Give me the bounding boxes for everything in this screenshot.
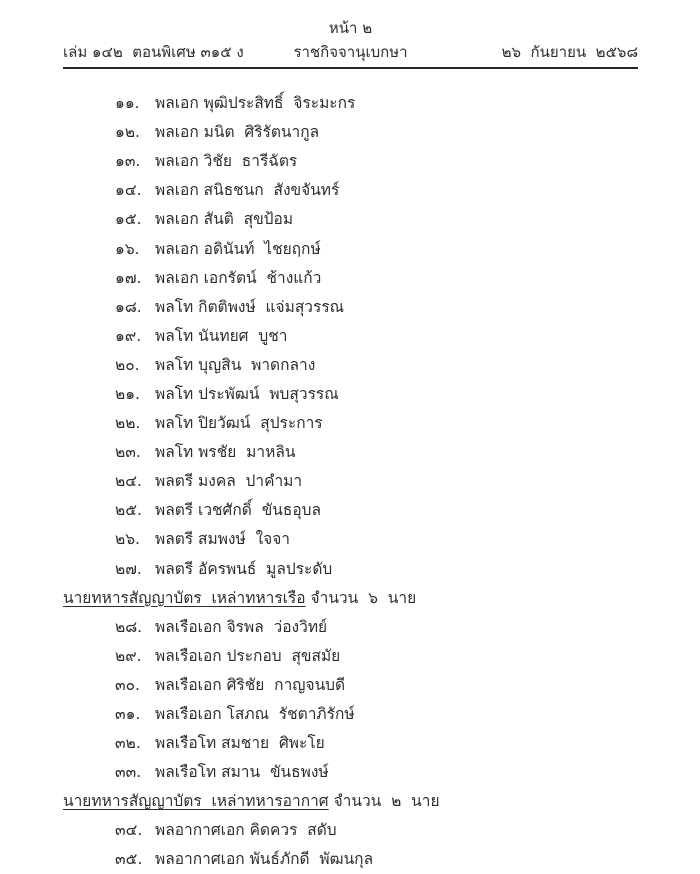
item-name: พลเอก วิชัย ธารีฉัตร — [155, 152, 298, 171]
item-name: พลอากาศเอก คิดควร สดับ — [155, 821, 337, 840]
list-item — [63, 350, 638, 379]
item-number: ๑๑. — [115, 94, 140, 113]
list-item — [63, 175, 638, 204]
list-item — [63, 844, 638, 873]
item-name: พลตรี มงคล ปาคำมา — [155, 472, 303, 491]
item-number: ๓๓. — [115, 763, 142, 782]
list-item — [63, 117, 638, 146]
item-name: พลโท บุญสิน พาดกลาง — [155, 355, 316, 374]
list-item — [63, 146, 638, 175]
item-number: ๒๗. — [115, 559, 142, 578]
item-number: ๑๗. — [115, 268, 142, 287]
item-number: ๑๔. — [115, 181, 142, 200]
item-name: พลเอก สนิธชนก สังขจันทร์ — [155, 181, 340, 200]
item-name: พลเรือโท สมชาย ศิพะโย — [155, 734, 325, 753]
list-item — [63, 204, 638, 233]
item-number: ๓๕. — [115, 850, 143, 869]
item-number: ๑๓. — [115, 152, 141, 171]
item-number: ๑๒. — [115, 123, 140, 142]
list-item — [63, 554, 638, 583]
item-name: พลโท พรชัย มาหลิน — [155, 443, 296, 462]
item-name: พลโท ประพัฒน์ พบสุวรรณ — [155, 384, 339, 403]
item-name: พลตรี อัครพนธ์ มูลประดับ — [155, 559, 333, 578]
item-name: พลโท นันทยศ บูชา — [155, 326, 288, 345]
list-item — [63, 815, 638, 844]
list-item — [63, 728, 638, 757]
item-name: พลเอก มนิต ศิริรัตนากูล — [155, 123, 320, 142]
item-name: พลโท ปิยวัฒน์ สุประการ — [155, 414, 323, 433]
list-item — [63, 379, 638, 408]
item-name: พลตรี สมพงษ์ ใจจา — [155, 530, 291, 549]
item-name: พลเอก เอกรัตน์ ช้างแก้ว — [155, 268, 322, 287]
item-number: ๓๔. — [115, 821, 143, 840]
list-item — [63, 292, 638, 321]
item-number: ๓๐. — [115, 675, 140, 694]
item-name: พลเอก อดินันท์ ไชยฤกษ์ — [155, 239, 321, 258]
item-name: พลอากาศเอก พันธ์ภักดี พัฒนกุล — [155, 850, 374, 869]
item-number: ๒๐. — [115, 355, 140, 374]
list-item — [63, 233, 638, 262]
list-item — [63, 408, 638, 437]
list-item — [63, 321, 638, 350]
item-number: ๒๕. — [115, 501, 142, 520]
list-item — [63, 757, 638, 786]
name-list — [63, 88, 638, 874]
list-item — [63, 670, 638, 699]
list-item — [63, 263, 638, 292]
item-number: ๑๕. — [115, 210, 142, 229]
section-heading-underlined-text: นายทหารสัญญาบัตร เหล่าทหารอากาศ — [63, 792, 329, 811]
item-number: ๒๓. — [115, 443, 141, 462]
item-number: ๑๙. — [115, 326, 142, 345]
section-heading-underlined-text: นายทหารสัญญาบัตร เหล่าทหารเรือ — [63, 588, 306, 607]
item-number: ๒๘. — [115, 617, 143, 636]
item-number: ๒๒. — [115, 414, 141, 433]
gazette-header-row — [63, 40, 638, 69]
page-number-label: หน้า ๒ — [328, 19, 373, 37]
item-name: พลตรี เวชศักดิ์ ขันธอุบล — [155, 501, 321, 520]
section-heading-count-text: จำนวน ๖ นาย — [305, 588, 417, 607]
list-item — [63, 699, 638, 728]
list-item — [63, 641, 638, 670]
list-item — [63, 88, 638, 117]
item-name: พลเรือเอก จิรพล ว่องวิทย์ — [155, 617, 328, 636]
item-number: ๓๑. — [115, 705, 141, 724]
volume-issue-label: เล่ม ๑๔๒ ตอนพิเศษ ๓๑๕ ง — [63, 43, 244, 61]
list-item — [63, 437, 638, 466]
section-heading-navy — [63, 583, 638, 612]
list-item — [63, 466, 638, 495]
list-item — [63, 495, 638, 524]
item-name: พลเอก สันติ สุขป้อม — [155, 210, 294, 229]
item-number: ๒๔. — [115, 472, 142, 491]
item-number: ๒๖. — [115, 530, 140, 549]
date-label: ๒๖ กันยายน ๒๕๖๘ — [501, 43, 639, 61]
item-number: ๑๘. — [115, 297, 142, 316]
item-name: พลเรือเอก ศิริชัย กาญจนบดี — [155, 675, 346, 694]
section-heading-count-text: จำนวน ๒ นาย — [328, 792, 440, 811]
item-number: ๑๖. — [115, 239, 140, 258]
list-item — [63, 524, 638, 553]
item-name: พลเรือโท สมาน ขันธพงษ์ — [155, 763, 329, 782]
section-heading-airforce — [63, 786, 638, 815]
gazette-title: ราชกิจจานุเบกษา — [293, 43, 408, 61]
item-number: ๓๒. — [115, 734, 141, 753]
item-number: ๒๑. — [115, 384, 140, 403]
item-name: พลเรือเอก ประกอบ สุขสมัย — [155, 646, 341, 665]
item-name: พลเอก พุฒิประสิทธิ์ จิระมะกร — [155, 94, 356, 113]
list-item — [63, 612, 638, 641]
item-name: พลโท กิตติพงษ์ แจ่มสุวรรณ — [155, 297, 345, 316]
item-name: พลเรือเอก โสภณ รัชตาภิรักษ์ — [155, 705, 355, 724]
item-number: ๒๙. — [115, 646, 142, 665]
